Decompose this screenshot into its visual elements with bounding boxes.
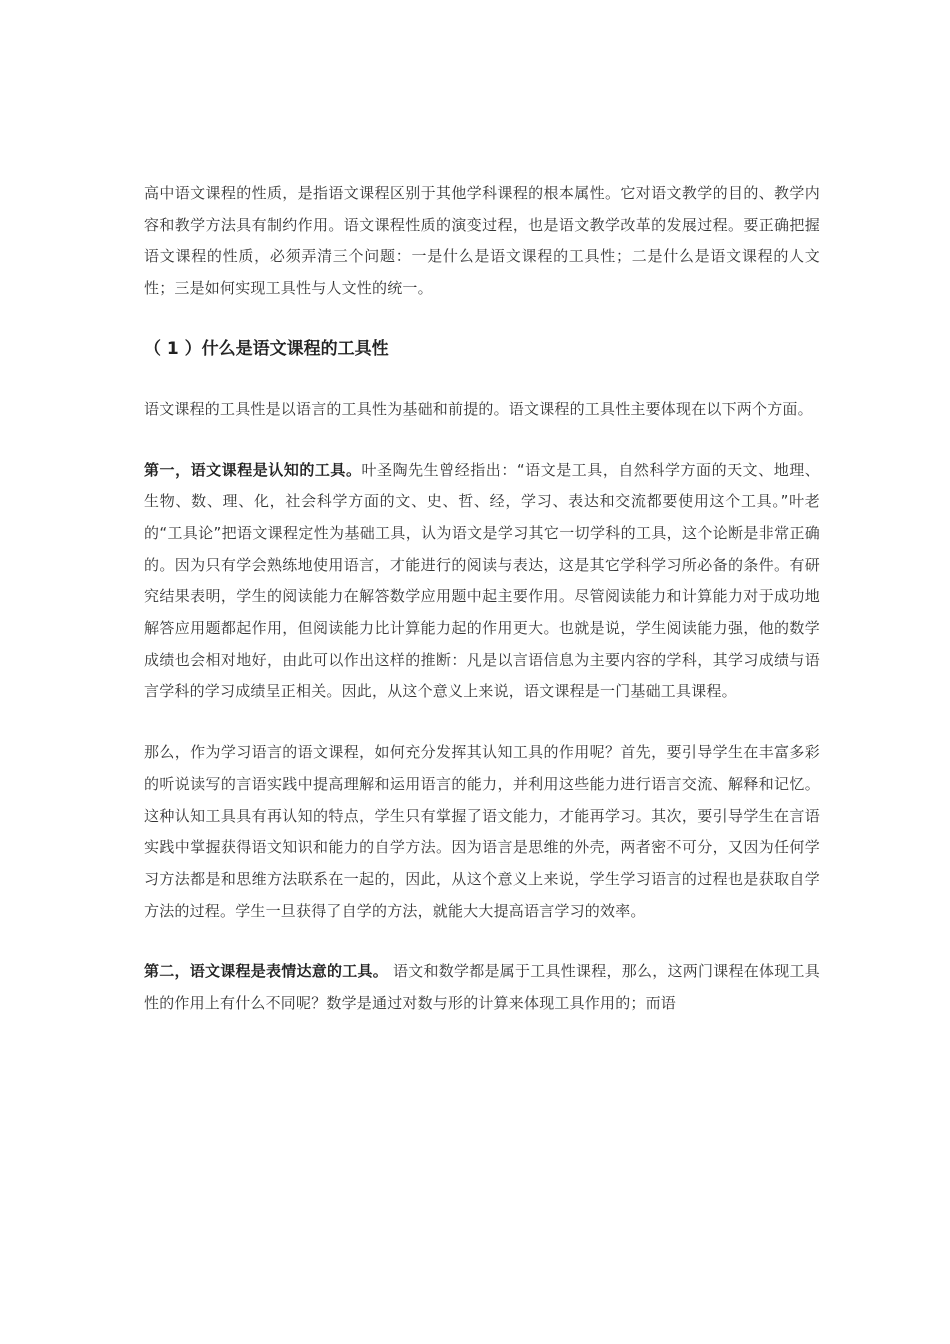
section-heading: （ 1 ）什么是语文课程的工具性 <box>144 338 389 359</box>
document-body <box>144 178 820 1020</box>
second-point-lead: 第二，语文课程是表情达意的工具。 <box>144 962 389 981</box>
second-point-paragraph <box>144 956 820 1019</box>
first-point-paragraph <box>144 455 820 709</box>
tool-basis-paragraph: 语文课程的工具性是以语言的工具性为基础和前提的。语文课程的工具性主要体现在以下两个方面。 <box>144 399 813 418</box>
intro-paragraph: 高中语文课程的性质，是指语文课程区别于其他学科课程的根本属性。它对语文教学的目的、教学内容和教学方法具有制约作用。语文课程性质的演变过程，也是语文教学改革的发展过程。要正确把握语文课程的性质，必须弄清三个问题：一是什么是语文课程的工具性；二是什么是语文课程的人文性；三是如何实现工具性与人文性的统一。 <box>144 184 820 298</box>
second-point-body: 语文和数学都是属于工具性课程，那么，这两门课程在体现工具性的作用上有什么不同呢？数学是通过对数与形的计算来体现工具作用的；而语 <box>144 962 820 1013</box>
first-point-lead: 第一，语文课程是认知的工具。 <box>144 460 362 479</box>
how-paragraph: 那么，作为学习语言的语文课程，如何充分发挥其认知工具的作用呢？首先，要引导学生在丰富多彩的听说读写的言语实践中提高理解和运用语言的能力，并利用这些能力进行语言交流、解释和记忆。这种认知工具具有再认知的特点，学生只有掌握了语文能力，才能再学习。其次，要引导学生在言语实践中掌握获得语文知识和能力的自学方法。因为语言是思维的外壳，两者密不可分，又因为任何学习方法都是和思维方法联系在一起的，因此，从这个意义上来说，学生学习语言的过程也是获取自学方法的过程。学生一旦获得了自学的方法，就能大大提高语言学习的效率。 <box>144 743 820 920</box>
first-point-body: 叶圣陶先生曾经指出：“语文是工具，自然科学方面的天文、地理、生物、数、理、化，社会科学方面的文、史、哲、经，学习、表达和交流都要使用这个工具。”叶老的“工具论”把语文课程定性为基础工具，认为语文是学习其它一切学科的工具，这个论断是非常正确的。因为只有学会熟练地使用语言，才能进行的阅读与表达，这是其它学科学习所必备的条件。有研究结果表明，学生的阅读能力在解答数学应用题中起主要作用。尽管阅读能力和计算能力对于成功地解答应用题都起作用，但阅读能力比计算能力起的作用更大。也就是说，学生阅读能力强，他的数学成绩也会相对地好，由此可以作出这样的推断：凡是以言语信息为主要内容的学科，其学习成绩与语言学科的学习成绩呈正相关。因此，从这个意义上来说，语文课程是一门基础工具课程。 <box>144 460 820 701</box>
